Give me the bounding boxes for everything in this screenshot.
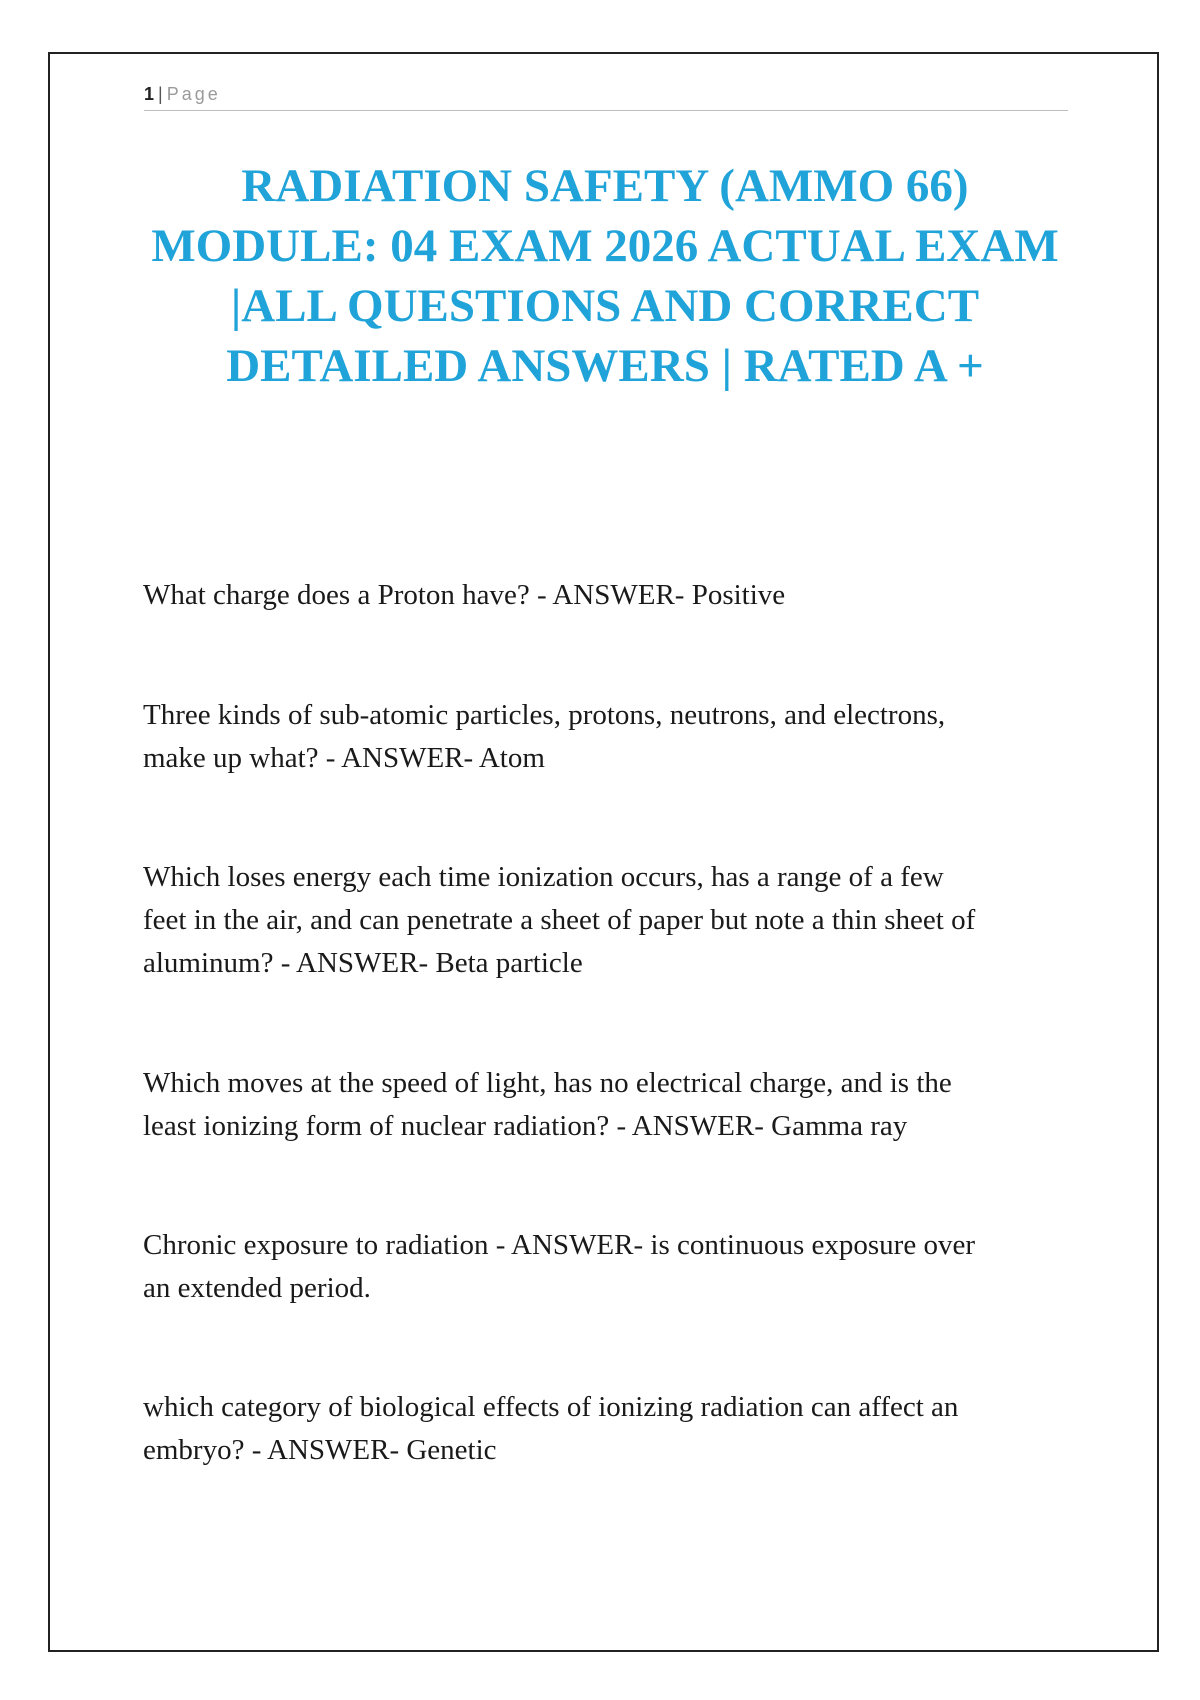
qa-text-line: least ionizing form of nuclear radiation? - ANSWER- Gamma ray: [143, 1110, 908, 1142]
qa-item: [143, 1224, 975, 1310]
page-separator: |: [158, 84, 163, 104]
qa-text-line: Chronic exposure to radiation - ANSWER- is continuous exposure over: [143, 1229, 975, 1261]
title-line: DETAILED ANSWERS | RATED A +: [226, 340, 984, 392]
document-title: [120, 156, 1090, 396]
qa-text-line: Three kinds of sub-atomic particles, protons, neutrons, and electrons,: [143, 699, 946, 731]
qa-text-line: Which moves at the speed of light, has no electrical charge, and is the: [143, 1067, 952, 1099]
qa-item: [143, 1386, 958, 1472]
qa-text-line: an extended period.: [143, 1272, 371, 1304]
qa-text-line: make up what? - ANSWER- Atom: [143, 742, 545, 774]
qa-text-line: feet in the air, and can penetrate a sheet of paper but note a thin sheet of: [143, 904, 976, 936]
title-line: RADIATION SAFETY (AMMO 66): [241, 160, 969, 212]
qa-text-line: What charge does a Proton have? - ANSWER- Positive: [143, 579, 786, 611]
qa-text-line: which category of biological effects of ionizing radiation can affect an: [143, 1391, 959, 1423]
qa-item: [143, 574, 785, 617]
page-number: 1: [144, 84, 155, 104]
qa-item: [143, 856, 975, 985]
title-line: |ALL QUESTIONS AND CORRECT: [230, 280, 980, 332]
qa-item: [143, 694, 945, 780]
page-header: [144, 80, 1068, 111]
title-line: MODULE: 04 EXAM 2026 ACTUAL EXAM: [151, 220, 1059, 272]
page-frame: [48, 52, 1159, 1652]
page-label: Page: [166, 84, 221, 104]
qa-item: [143, 1062, 952, 1148]
qa-text-line: Which loses energy each time ionization occurs, has a range of a few: [143, 861, 944, 893]
qa-text-line: embryo? - ANSWER- Genetic: [143, 1434, 497, 1466]
qa-text-line: aluminum? - ANSWER- Beta particle: [143, 947, 583, 979]
